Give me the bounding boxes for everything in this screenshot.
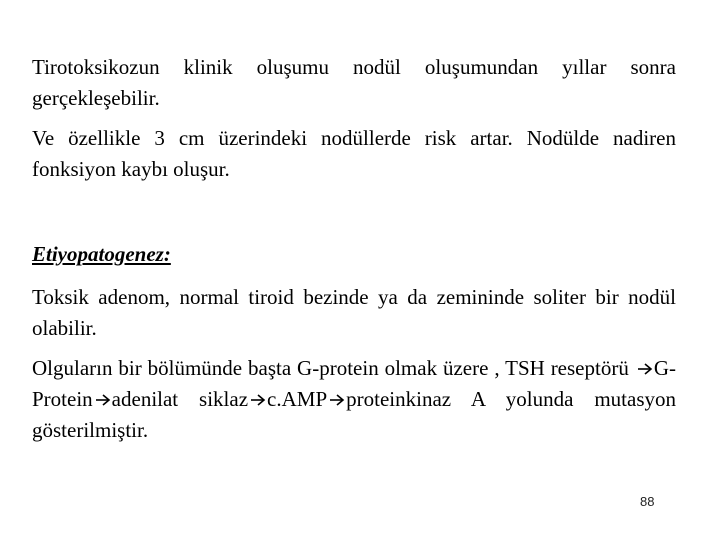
right-arrow-icon	[250, 393, 266, 407]
right-arrow-icon	[329, 393, 345, 407]
pathway-step-camp: c.AMP	[267, 387, 328, 411]
right-arrow-icon	[637, 362, 653, 376]
right-arrow-icon	[95, 393, 111, 407]
paragraph-mutation-pathway	[32, 353, 676, 446]
pathway-step-protein-kinase-a: proteinkinaz A	[346, 387, 485, 411]
page-number: 88	[640, 494, 655, 509]
pathway-step-adenylate-cyclase: adenilat siklaz	[111, 387, 249, 411]
pathway-step-g-protein: G-Protein	[32, 356, 676, 411]
pathway-intro: Olguların bir bölümünde başta G-protein olmak üzere , TSH reseptörü	[32, 356, 629, 380]
section-heading: Etiyopatogenez:	[32, 242, 171, 266]
paragraph-toxic-adenoma: Toksik adenom, normal tiroid bezinde ya da zemininde soliter bir nodül olabilir.	[32, 285, 676, 340]
paragraph-clinical-onset: Tirotoksikozun klinik oluşumu nodül oluşumundan yıllar sonra gerçekleşebilir.	[32, 55, 676, 110]
paragraph-risk: Ve özellikle 3 cm üzerindeki nodüllerde risk artar. Nodülde nadiren fonksiyon kaybı oluşur.	[32, 126, 676, 181]
pathway-outro: yolunda mutasyon gösterilmiştir.	[32, 387, 676, 442]
